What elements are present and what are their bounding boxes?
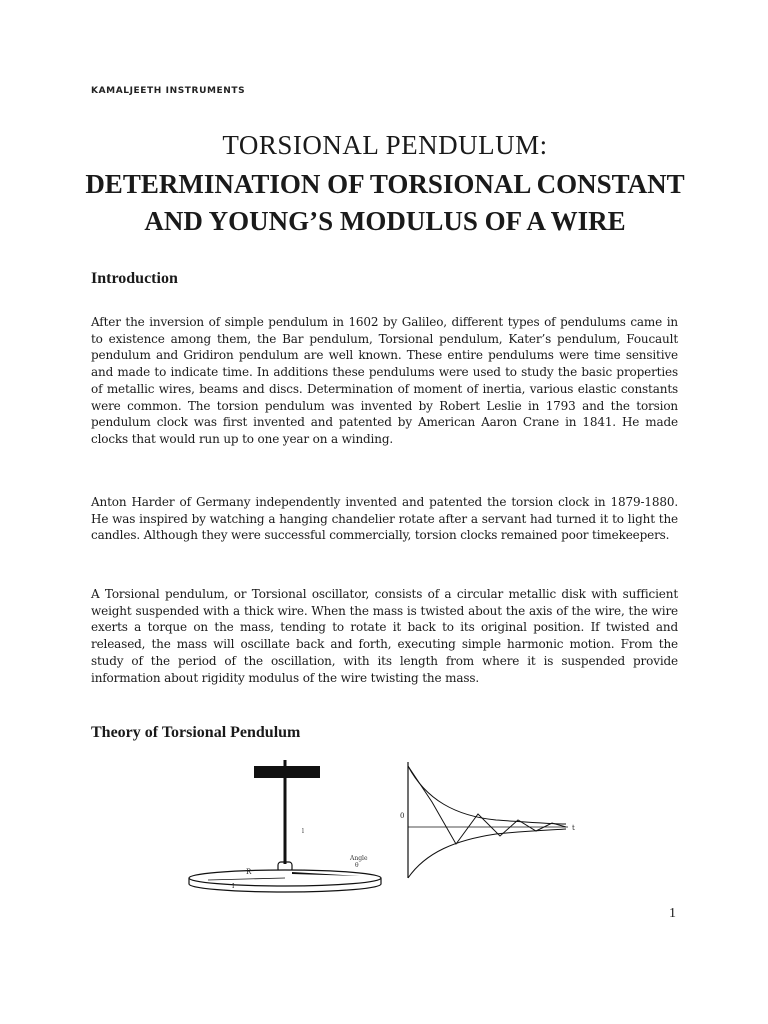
lower-envelope: [408, 829, 566, 878]
intro-paragraph-1: After the inversion of simple pendulum in 1602 by Galileo, different types of pendulums came in to existence among them, the Bar pendulum, Torsional pendulum, Kater’s pendulum, Foucault pendulum and Gridiron pendulum are well known. These entire pendulums were time sensitive and made to indicate time. In additions these pendulums were used to study the basic properties of metallic wires, beams and discs. Determination of moment of inertia, various elastic constants were common. The torsion pendulum was invented by Robert Leslie in 1793 and the torsion pendulum clock was first invented and patented by American Aaron Crane in 1841. He made clocks that would run up to one year on a winding.: [91, 315, 678, 446]
page-number: 1: [669, 906, 676, 921]
angle-label: Angle: [350, 855, 368, 862]
x-axis-label: t: [572, 824, 575, 832]
intro-paragraph-2: Anton Harder of Germany independently invented and patented the torsion clock in 1879-1880. He was inspired by watching a hanging chandelier rotate after a servant had turned it to light the candles. Although they were successful commercially, torsion clocks remained poor timekeepers.: [91, 495, 678, 543]
support-clamp: [254, 766, 320, 778]
pendulum-diagram: [188, 760, 393, 900]
company-header: KAMALJEETH INSTRUMENTS: [91, 86, 246, 96]
damped-oscillation-graph: [396, 760, 586, 880]
disc-label: I: [232, 883, 235, 890]
wire-length-label: l: [302, 828, 304, 835]
page-subtitle: DETERMINATION OF TORSIONAL CONSTANT AND YOUNG’S MODULUS OF A WIRE: [85, 169, 685, 236]
oscillation-curve: [408, 766, 566, 844]
introduction-heading: Introduction: [91, 270, 178, 287]
y-axis-label: 0: [400, 812, 405, 820]
theory-heading: Theory of Torsional Pendulum: [91, 724, 301, 741]
upper-envelope: [408, 766, 566, 824]
radius-label: R: [246, 868, 252, 876]
title-block: [80, 128, 690, 240]
page-title: TORSIONAL PENDULUM:: [222, 130, 548, 160]
theta-label: θ: [355, 862, 359, 869]
intro-paragraph-3: A Torsional pendulum, or Torsional oscillator, consists of a circular metallic disk with sufficient weight suspended with a thick wire. When the mass is twisted about the axis of the wire, the wire exerts a torque on the mass, tending to rotate it back to its original position. If twisted and released, the mass will oscillate back and forth, executing simple harmonic motion. From the study of the period of the oscillation, with its length from where it is suspended provide information about rigidity modulus of the wire twisting the mass.: [91, 587, 678, 685]
